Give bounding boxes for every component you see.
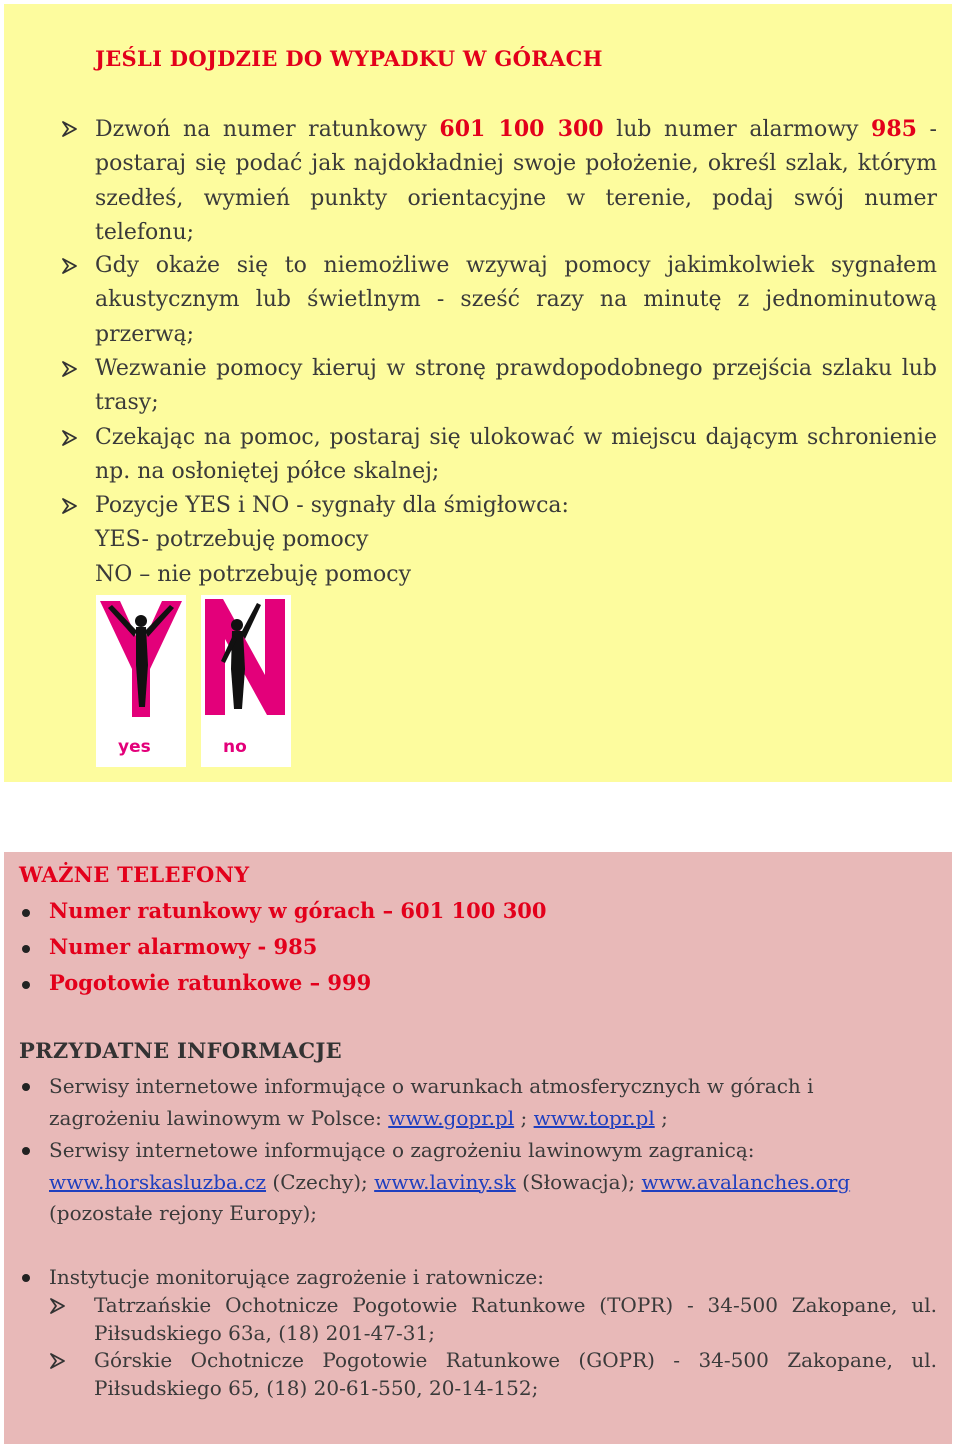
weather-services: [49, 1071, 909, 1134]
arrow-bullet-icon: [61, 258, 77, 274]
emergency-title: JEŚLI DOJDZIE DO WYPADKU W GÓRACH: [95, 46, 603, 71]
bullet-icon: [22, 1274, 30, 1282]
emergency-item-shelter: Czekając na pomoc, postaraj się ulokować w miejscu dającym schronienie np. na osłoniętej półce skalnej;: [95, 425, 937, 485]
bullet-icon: [22, 1083, 30, 1091]
info-text: Serwisy internetowe informujące o warunkach atmosferycznych w górach i zagrożeniu lawinowym w Polsce:: [49, 1074, 814, 1130]
abroad-services: [49, 1135, 909, 1230]
institution-gopr: Górskie Ochotnicze Pogotowie Ratunkowe (GOPR) - 34-500 Zakopane, ul. Piłsudskiego 65, (18) 20-61-550, 20-14-152;: [94, 1348, 937, 1400]
arrow-bullet-icon: [61, 361, 77, 377]
alarm-number: 985: [871, 116, 917, 142]
country-label: (pozostałe rejony Europy);: [49, 1201, 318, 1225]
arrow-bullet-icon: [61, 121, 77, 137]
separator: ;: [514, 1105, 534, 1130]
emergency-item-signal: Gdy okaże się to niemożliwe wzywaj pomocy jakimkolwiek sygnałem akustycznym lub świetlnym - sześć razy na minutę z jednominutową przerwą;: [95, 253, 937, 347]
arrow-bullet-icon: [49, 1298, 65, 1314]
phones-title: WAŻNE TELEFONY: [19, 862, 250, 887]
item-text: lub numer alarmowy: [603, 117, 872, 142]
item-text: Dzwoń na numer ratunkowy: [95, 117, 440, 142]
country-label: (Słowacja);: [515, 1169, 642, 1194]
arrow-bullet-icon: [61, 498, 77, 514]
phone-rescue: Numer ratunkowy w górach – 601 100 300: [49, 898, 547, 923]
info-title: PRZYDATNE INFORMACJE: [19, 1038, 342, 1063]
info-text: Serwisy internetowe informujące o zagrożeniu lawinowym zagranicą:: [49, 1138, 755, 1162]
bullet-icon: [22, 909, 30, 917]
separator: ;: [654, 1105, 668, 1130]
link-laviny[interactable]: www.laviny.sk: [374, 1169, 516, 1194]
emergency-item-direction: Wezwanie pomocy kieruj w stronę prawdopodobnego przejścia szlaku lub trasy;: [95, 356, 937, 416]
no-caption: no: [223, 737, 247, 757]
yes-meaning: YES- potrzebuję pomocy: [95, 527, 369, 552]
bullet-icon: [22, 981, 30, 989]
link-topr[interactable]: www.topr.pl: [533, 1105, 655, 1130]
institution-topr: Tatrzańskie Ochotnicze Pogotowie Ratunkowe (TOPR) - 34-500 Zakopane, ul. Piłsudskiego 63a, (18) 201-47-31;: [94, 1293, 937, 1345]
phone-ambulance: Pogotowie ratunkowe – 999: [49, 970, 372, 995]
country-label: (Czechy);: [266, 1169, 375, 1194]
link-gopr[interactable]: www.gopr.pl: [388, 1105, 515, 1130]
yes-signal-image: [96, 595, 186, 767]
bullet-icon: [22, 1147, 30, 1155]
item-text: - postaraj się podać jak najdokładniej swoje położenie, określ szlak, którym szedłeś, wymień punkty orientacyjne w terenie, podaj swój numer telefonu;: [95, 117, 937, 245]
link-horskasluzba[interactable]: www.horskasluzba.cz: [49, 1169, 267, 1194]
emergency-item-helicopter: Pozycje YES i NO - sygnały dla śmigłowca:: [95, 493, 569, 518]
no-meaning: NO – nie potrzebuję pomocy: [95, 562, 412, 587]
phone-alarm: Numer alarmowy - 985: [49, 934, 318, 959]
link-avalanches[interactable]: www.avalanches.org: [641, 1169, 851, 1194]
yes-caption: yes: [118, 737, 151, 757]
institutions-title: Instytucje monitorujące zagrożenie i ratownicze:: [49, 1265, 544, 1289]
no-signal-image: [201, 595, 291, 767]
bullet-icon: [22, 945, 30, 953]
arrow-bullet-icon: [61, 430, 77, 446]
rescue-number: 601 100 300: [439, 116, 604, 142]
emergency-item-call: [95, 112, 937, 250]
arrow-bullet-icon: [49, 1353, 65, 1369]
